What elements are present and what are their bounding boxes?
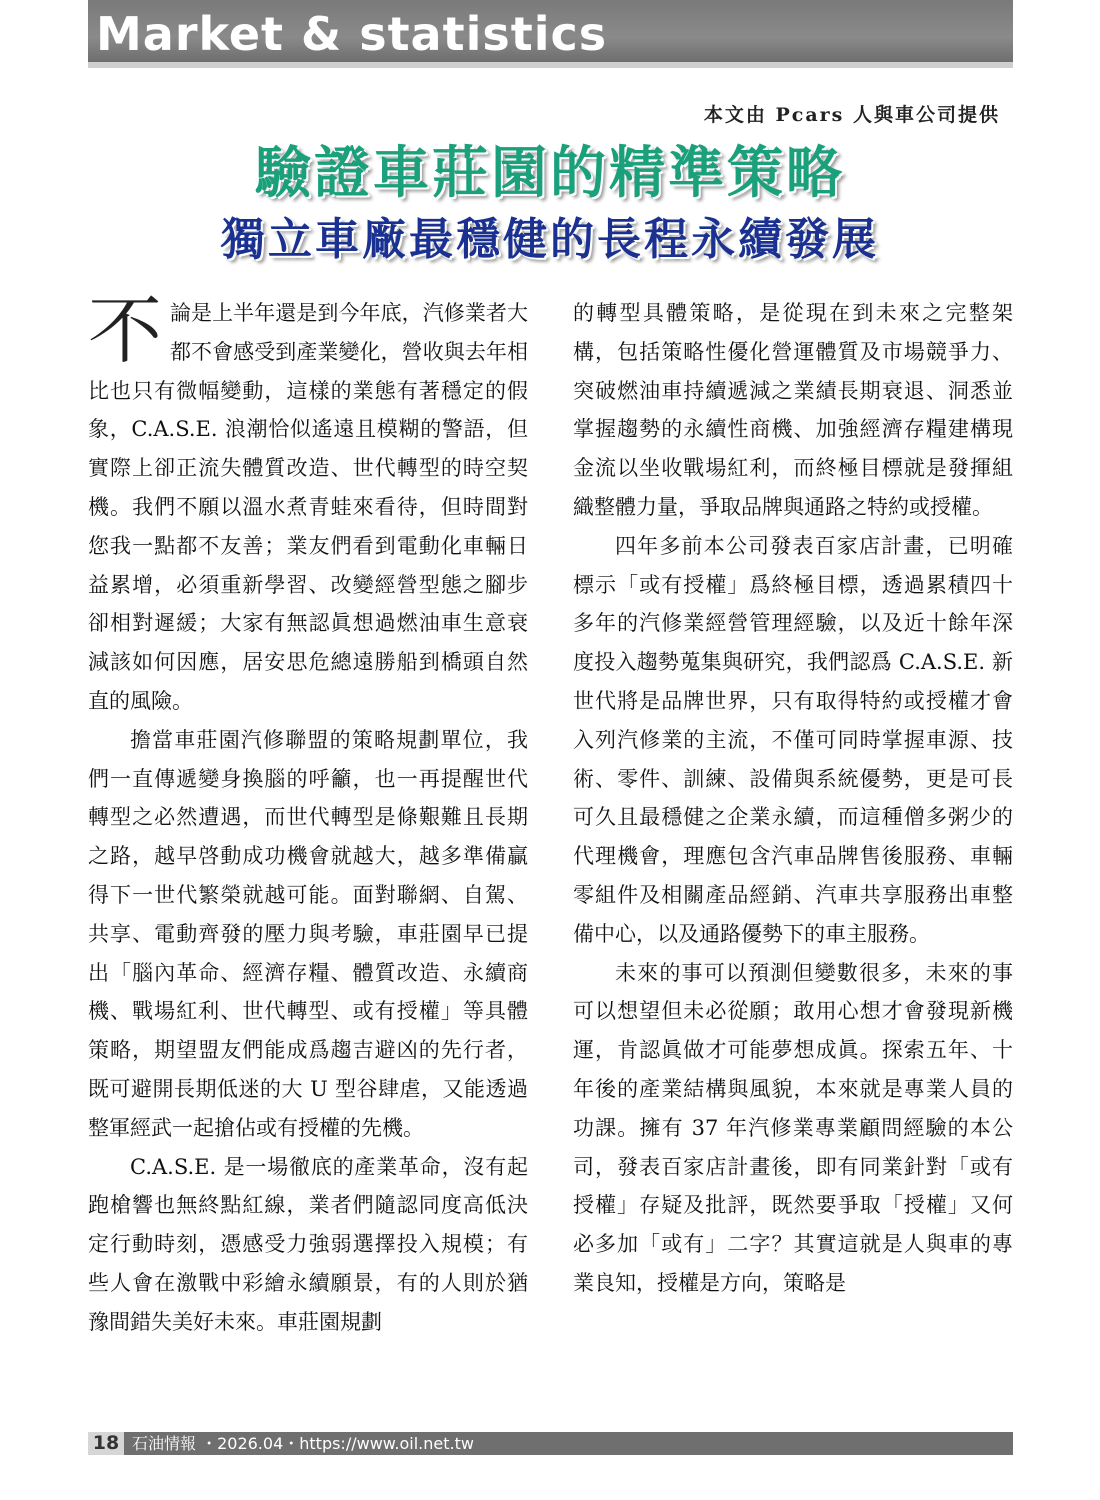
page-footer: [88, 1432, 1013, 1455]
paragraph: C.A.S.E. 是一場徹底的產業革命，沒有起跑槍響也無終點紅線，業者們隨認同度高低決定行動時刻，憑感受力強弱選擇投入規模；有些人會在激戰中彩繪永續願景，有的人則於猶豫間錯失美好未來。車莊園規劃: [88, 1154, 528, 1334]
article-column-right: [573, 294, 1013, 1384]
paragraph: 論是上半年還是到今年底，汽修業者大都不會感受到產業變化，營收與去年相比也只有微幅變動，這樣的業態有著穩定的假象，C.A.S.E. 浪潮恰似遙遠且模糊的警語，但實際上卻正流失體質改造、世代轉型的時空契機。我們不願以溫水煮青蛙來看待，但時間對您我一點都不友善；業友們看到電動化車輛日益累增，必須重新學習、改變經營型態之腳步卻相對遲緩；大家有無認眞想過燃油車生意衰減該如何因應，居安思危總遠勝船到橋頭自然直的風險。: [88, 301, 528, 713]
section-title: Market & statistics: [96, 7, 608, 61]
article-title: 驗證車莊園的精準策略: [255, 141, 845, 206]
paragraph: 擔當車莊園汽修聯盟的策略規劃單位，我們一直傳遞變身換腦的呼籲，也一再提醒世代轉型之必然遭遇，而世代轉型是條艱難且長期之路，越早啓動成功機會就越大，越多準備贏得下一世代繁榮就越可能。面對聯網、自駕、共享、電動齊發的壓力與考驗，車莊園早已提出「腦內革命、經濟存糧、體質改造、永續商機、戰場紅利、世代轉型、或有授權」等具體策略，期望盟友們能成爲趨吉避凶的先行者，既可避開長期低迷的大 U 型谷肆虐，又能透過整軍經武一起搶佔或有授權的先機。: [88, 727, 528, 1140]
page-number: 18: [88, 1432, 124, 1455]
publication-info: 石油情報 ・2026.04・https://www.oil.net.tw: [132, 1434, 474, 1453]
article-credit: 本文由 Pcars 人與車公司提供: [703, 104, 1000, 126]
paragraph: 未來的事可以預測但變數很多，未來的事可以想望但未必從願；敢用心想才會發現新機運，肯認眞做才可能夢想成眞。探索五年、十年後的產業結構與風貌，本來就是專業人員的功課。擁有 37 年汽修業專業顧問經驗的本公司，發表百家店計畫後，即有同業針對「或有授權」存疑及批評，既然要爭取「授權」又何必多加「或有」二字？其實這就是人與車的專業良知，授權是方向，策略是: [573, 960, 1013, 1295]
article-subtitle: 獨立車廠最穩健的長程永續發展: [221, 214, 879, 265]
drop-cap: 不: [88, 294, 162, 374]
paragraph: 的轉型具體策略，是從現在到未來之完整架構，包括策略性優化營運體質及市場競爭力、突破燃油車持續遞減之業績長期衰退、洞悉並掌握趨勢的永續性商機、加強經濟存糧建構現金流以坐收戰場紅利，而終極目標就是發揮組織整體力量，爭取品牌與通路之特約或授權。: [573, 301, 1013, 519]
section-header-banner: [88, 0, 1013, 68]
article-column-left: [88, 294, 528, 1384]
paragraph: 四年多前本公司發表百家店計畫，已明確標示「或有授權」爲終極目標，透過累積四十多年的汽修業經營管理經驗，以及近十餘年深度投入趨勢蒐集與研究，我們認爲 C.A.S.E. 新世代將是品牌世界，只有取得特約或授權才會入列汽修業的主流，不僅可同時掌握車源、技術、零件、訓練、設備與系統優勢，更是可長可久且最穩健之企業永續，而這種僧多粥少的代理機會，理應包含汽車品牌售後服務、車輛零組件及相關產品經銷、汽車共享服務出車整備中心，以及通路優勢下的車主服務。: [573, 533, 1013, 946]
